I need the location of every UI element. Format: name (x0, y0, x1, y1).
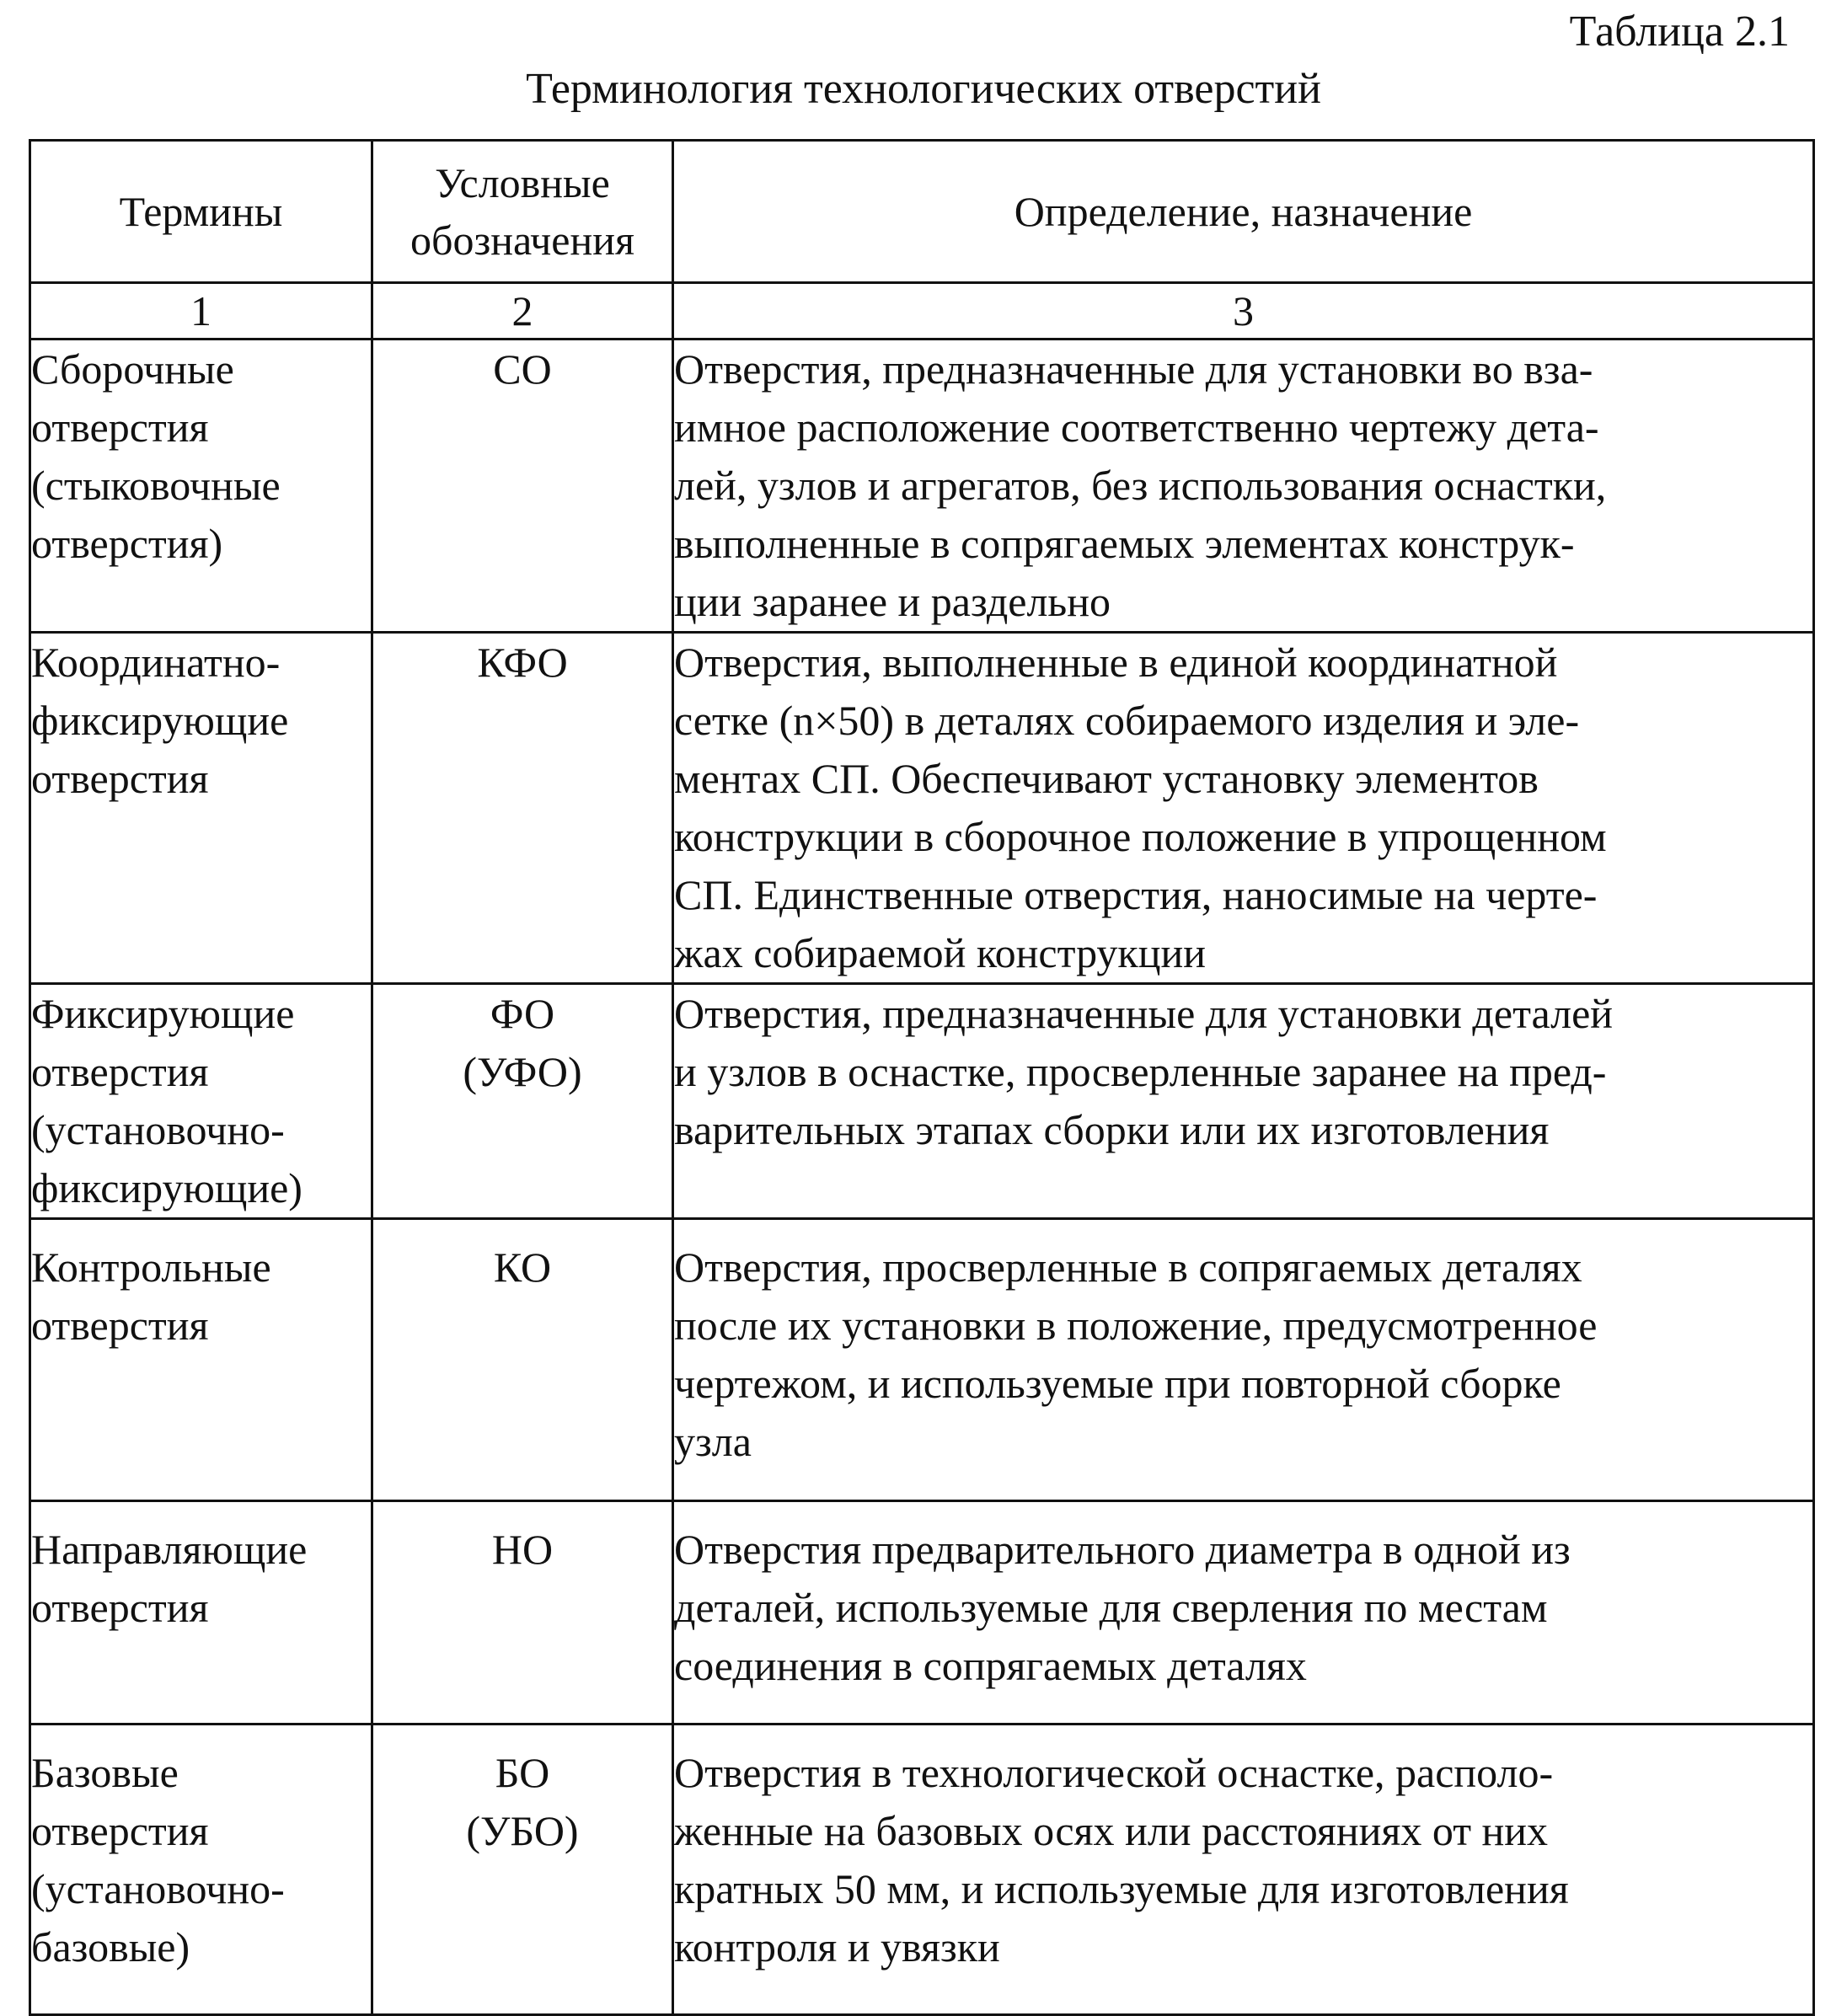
column-header-abbreviations: Условные обозначения (372, 141, 673, 283)
table-row (30, 1725, 1814, 2015)
abbreviation-cell: СО (372, 340, 673, 633)
definition-cell: Отверстия, выполненные в единой координатной сетке (n×50) в деталях собираемого изделия и эле- ментах СП. Обеспечивают установку элементов конструкции в сборочное положение в упрощенном СП. Единственные отверстия, наносимые на черте- жах собираемой конструкции (673, 633, 1814, 984)
column-header-terms: Термины (30, 141, 372, 283)
table-row (30, 984, 1814, 1219)
abbreviation-cell: КО (372, 1219, 673, 1501)
definition-cell: Отверстия, предназначенные для установки деталей и узлов в оснастке, просверленные заранее на пред- варительных этапах сборки или их изготовления (673, 984, 1814, 1219)
abbreviation-cell: ФО (УФО) (372, 984, 673, 1219)
abbreviation-cell: НО (372, 1501, 673, 1725)
table-header-row (30, 141, 1814, 283)
table-row (30, 340, 1814, 633)
term-cell: Контрольные отверстия (30, 1219, 372, 1501)
terminology-table (29, 139, 1815, 2016)
column-number: 1 (30, 283, 372, 340)
term-cell: Направляющие отверстия (30, 1501, 372, 1725)
definition-cell: Отверстия в технологической оснастке, располо- женные на базовых осях или расстояниях от них кратных 50 мм, и используемые для изготовления контроля и увязки (673, 1725, 1814, 2015)
definition-cell: Отверстия, предназначенные для установки во вза- имное расположение соответственно чертежу дета- лей, узлов и агрегатов, без использования оснастки, выполненные в сопрягаемых элементах конструк- ции заранее и раздельно (673, 340, 1814, 633)
abbreviation-cell: БО (УБО) (372, 1725, 673, 2015)
table-number-label: Таблица 2.1 (1569, 8, 1790, 56)
table-row (30, 1219, 1814, 1501)
column-number: 3 (673, 283, 1814, 340)
definition-cell: Отверстия предварительного диаметра в одной из деталей, используемые для сверления по местам соединения в сопрягаемых деталях (673, 1501, 1814, 1725)
column-number-row (30, 283, 1814, 340)
term-cell: Координатно- фиксирующие отверстия (30, 633, 372, 984)
term-cell: Фиксирующие отверстия (установочно- фиксирующие) (30, 984, 372, 1219)
term-cell: Базовые отверстия (установочно- базовые) (30, 1725, 372, 2015)
table-caption: Терминология технологических отверстий (526, 65, 1321, 113)
definition-cell: Отверстия, просверленные в сопрягаемых деталях после их установки в положение, предусмотренное чертежом, и используемые при повторной сборке узла (673, 1219, 1814, 1501)
column-header-definition: Определение, назначение (673, 141, 1814, 283)
term-cell: Сборочные отверстия (стыковочные отверстия) (30, 340, 372, 633)
column-number: 2 (372, 283, 673, 340)
abbreviation-cell: КФО (372, 633, 673, 984)
table-row (30, 633, 1814, 984)
table-row (30, 1501, 1814, 1725)
